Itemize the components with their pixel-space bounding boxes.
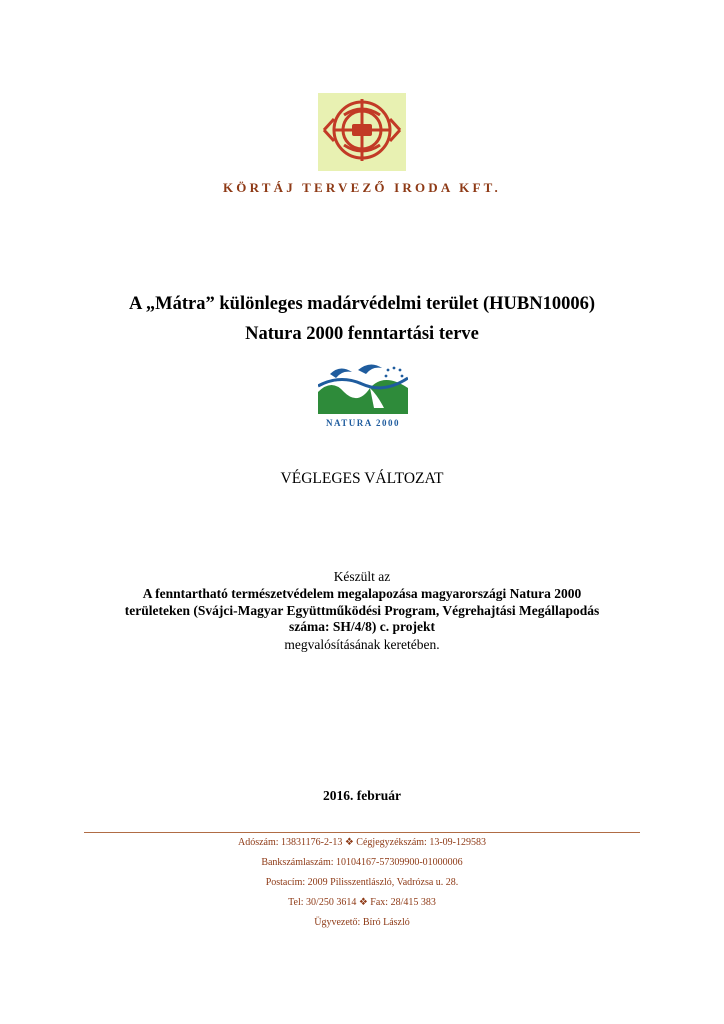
natura-birds-icon	[318, 358, 408, 430]
project-intro: Készült az	[333, 569, 391, 584]
document-title-line1: A „Mátra” különleges madárvédelmi terület (HUBN10006)	[128, 294, 596, 314]
project-line2: területeken (Svájci-Magyar Együttműködési Program, Végrehajtási Megállapodás	[124, 602, 600, 618]
footer-manager: Ügyvezető: Bíró László	[314, 917, 410, 928]
company-emblem-icon	[318, 93, 406, 171]
project-closing: megvalósításának keretében.	[284, 637, 440, 652]
company-name: KÖRTÁJ TERVEZŐ IRODA KFT.	[223, 180, 501, 195]
project-description	[0, 586, 724, 636]
natura-logo-label: NATURA 2000	[325, 418, 401, 428]
footer-bank-account: Bankszámlaszám: 10104167-57309900-01000006	[261, 857, 463, 868]
version-label: VÉGLEGES VÁLTOZAT	[280, 470, 444, 487]
project-line3: száma: SH/4/8) c. projekt	[289, 619, 435, 634]
project-line1: A fenntartható természetvédelem megalapozása magyarországi Natura 2000	[142, 586, 582, 601]
document-date: 2016. február	[323, 788, 401, 803]
footer-tax-info: Adószám: 13831176-2-13 ❖ Cégjegyzékszám: 13-09-129583	[238, 837, 486, 848]
natura-2000-logo	[318, 358, 408, 430]
document-title-line2: Natura 2000 fenntartási terve	[245, 324, 479, 344]
company-logo	[318, 93, 406, 171]
footer-postal-address: Postacím: 2009 Pilisszentlászló, Vadrózsa u. 28.	[265, 877, 459, 888]
footer-phone-fax: Tel: 30/250 3614 ❖ Fax: 28/415 383	[288, 897, 436, 908]
footer-divider	[84, 832, 640, 833]
